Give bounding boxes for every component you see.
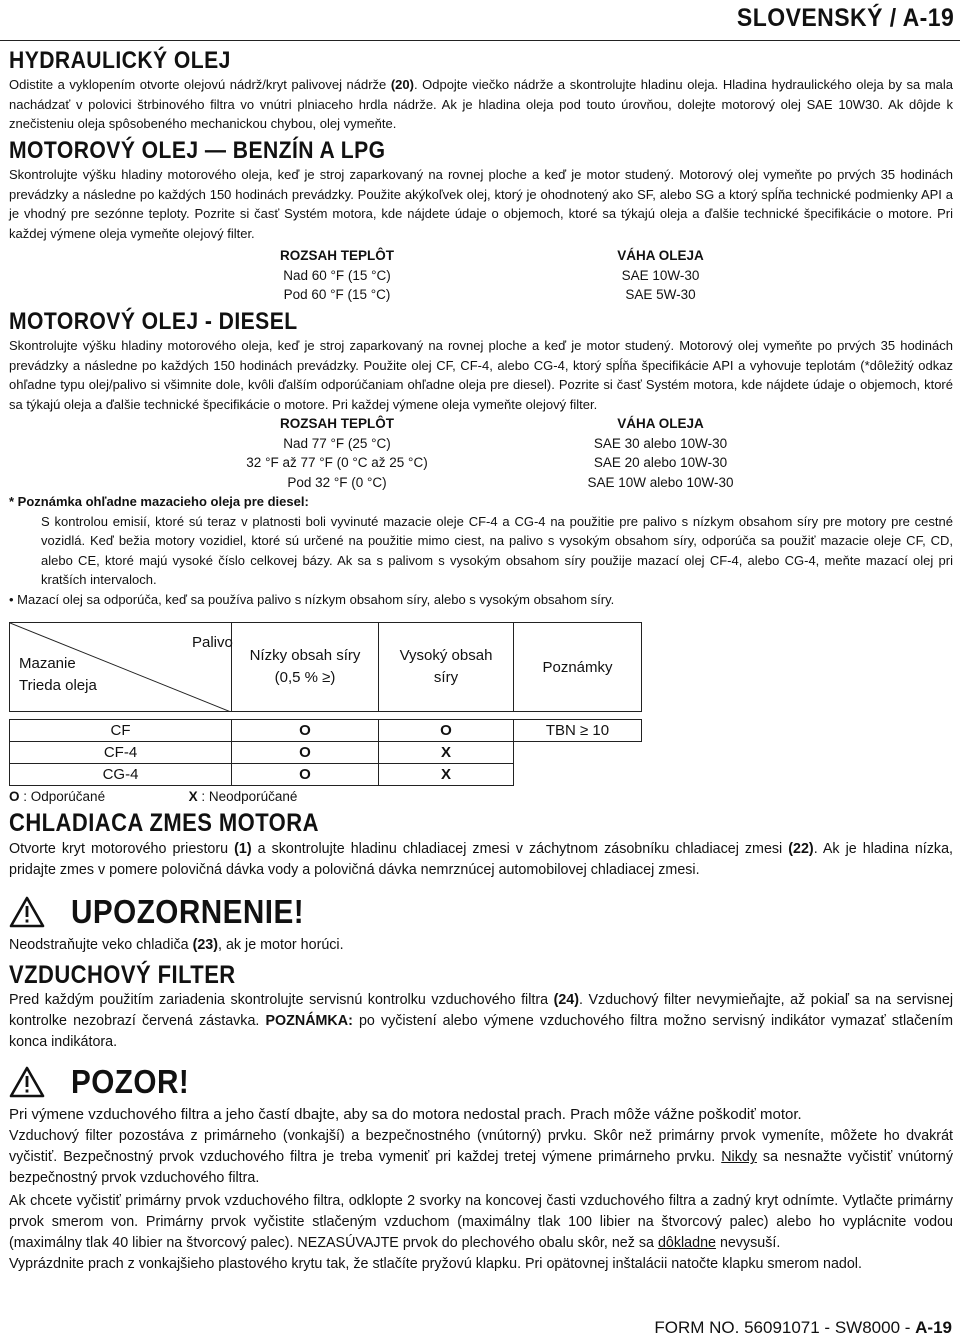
page-header-title: SLOVENSKÝ / A-19 xyxy=(736,4,954,32)
table-row: Pod 60 °F (15 °C) SAE 5W-30 xyxy=(283,287,696,303)
engine-oil-petrol-text: Skontrolujte výšku hladiny motorového oleja, keď je stroj zaparkovaný na rovnej ploche a keď je motor studený. Motorový olej vymeňte po prvých 35 hodinách prevádzky a následne po každých 150 hodinách prevádzky. Použite akýkoľvek olej, ktorý je ohodnotený ako SF, alebo SG a ktorý spĺňa technické podmienky API a je vhodný pre sezónne teploty. Pozrite si časť Systém motora, kde nájdete údaje o objemoch, ktoré sa týkajú oleja a ďalšie technické špecifikácie o motore. Pri každej výmene oleja vymeňte olejový filter. xyxy=(9,167,953,241)
section-warning xyxy=(9,893,953,956)
fuel-lube-diagonal-header xyxy=(10,623,232,712)
warning-triangle-icon xyxy=(9,1066,45,1098)
diesel-note-body: S kontrolou emisií, ktoré sú teraz v platnosti boli vyvinuté mazacie oleje CF-4 a CG-4 na použitie pre palivo s nízkym obsahom síry pre motory pre cestné vozidlá. Keď bežia motory vozidiel, ktoré sú určené na použitie mimo ciest, na palivo s vysokým obsahom síry, odporúča sa použiť mazacie oleje CF, CD, alebo CE, ktoré majú vysoké číslo celkovej bázy. Ak sa s palivom s vysokým obsahom síry použije mazací olej CF-4, alebo CG-4, meňte mazací olej pri kratších intervaloch. xyxy=(41,513,953,588)
head-high-sulfur: Vysoký obsah síry xyxy=(379,623,514,712)
table-row: CF O O TBN ≥ 10 xyxy=(10,720,642,742)
footer-form-number: FORM NO. 56091071 - SW8000 - xyxy=(654,1318,916,1337)
diesel-col-temp-range: ROZSAH TEPLÔT xyxy=(280,416,394,432)
diesel-oil-spec-table xyxy=(237,414,817,492)
diesel-col-oil-weight: VÁHA OLEJA xyxy=(617,416,704,432)
section-title-engine-oil-petrol: MOTOROVÝ OLEJ — BENZÍN A LPG xyxy=(9,136,386,164)
page-content xyxy=(9,46,953,1275)
hydraulic-oil-text: Odistite a vyklopením otvorte olejovú nádrž/kryt palivovej nádrže (20). Odpojte viečko nádrže a skontrolujte hladinu oleja. Hladina hydraulického oleja by sa mala nachádzať v polovici štrbinového filtra vo vnútri plniaceho hrdla nádrže. Ak je hladina oleja pod touto úrovňou, dolejte motorový olej SAE 10W30. Ak dôjde k znečisteniu oleja spôsobeného mechanickou chybou, olej vymeňte. xyxy=(9,77,954,132)
petrol-col-temp-range: ROZSAH TEPLÔT xyxy=(280,248,394,264)
head-notes: Poznámky xyxy=(514,623,642,712)
warning-triangle-icon xyxy=(9,896,45,928)
table-row: CG-4 O X xyxy=(10,764,642,786)
page-footer xyxy=(654,1318,952,1338)
head-fuel: Palivo xyxy=(192,634,233,652)
footer-page-number: A-19 xyxy=(915,1318,952,1337)
caution-text-3: Ak chcete vyčistiť primárny prvok vzduchového filtra, odklopte 2 svorky na koncovej časti vzduchového filtra a zadný kryt odnímte. Vytlačte primárny prvok smerom von. Primárny prvok vyčistite stlačeným vzduchom (maximálny tlak 100 libier na štvorcový palec) alebo ho vyplácnite vodou (maximálny tlak 40 libier na štvorcový palec). NEZASÚVAJTE prvok do plechového obalu skôr, než sa dôkladne nevysuší. xyxy=(9,1193,953,1252)
caution-text-4: Vyprázdnite prach z vonkajšieho plastového krytu tak, že stlačíte pryžovú klapku. Pri opätovnej inštalácii natočte klapku smerom nadol. xyxy=(9,1256,862,1273)
section-title-coolant: CHLADIACA ZMES MOTORA xyxy=(9,809,319,838)
coolant-text: Otvorte kryt motorového priestoru (1) a skontrolujte hladinu chladiacej zmesi v záchytnom zásobníku chladiacej zmesi (22). Ak je hladina nízka, pridajte zmes v pomere polovičná dávka vody a polovičná dávka nemrznúcej automobilovej chladiacej zmesi. xyxy=(9,840,954,878)
caution-title: POZOR! xyxy=(71,1063,190,1101)
table-row: 32 °F až 77 °F (0 °C až 25 °C) SAE 20 alebo 10W-30 xyxy=(246,455,728,471)
head-lube-1: Mazanie xyxy=(19,655,76,673)
section-engine-oil-diesel xyxy=(9,309,953,609)
table-row: Pod 32 °F (0 °C) SAE 10W alebo 10W-30 xyxy=(287,474,734,490)
section-title-engine-oil-diesel: MOTOROVÝ OLEJ - DIESEL xyxy=(9,307,298,335)
warning-text: Neodstraňujte veko chladiča (23), ak je motor horúci. xyxy=(9,936,344,953)
page-header xyxy=(0,4,960,41)
section-coolant xyxy=(9,810,953,881)
table-row: CF-4 O X xyxy=(10,742,642,764)
caution-text-1: Pri výmene vzduchového filtra a jeho častí dbajte, aby sa do motora nedostal prach. Prach môže vážne poškodiť motor. xyxy=(9,1106,802,1124)
fuel-table-legend: O : Odporúčané X : Neodporúčané xyxy=(9,789,298,805)
caution-text-2: Vzduchový filter pozostáva z primárneho (vonkajší) a bezpečnostného (vnútorný) prvku. Skôr než primárny prvok vymeníte, môžete ho dvakrát vyčistiť. Bezpečnostný prvok vzduchového filtra je treba vymeniť pri každej tretej výmene primárneho prvku. Nikdy sa nesnažte vyčistiť vnútorný bezpečnostný prvok vzduchového filtra. xyxy=(9,1128,953,1187)
diesel-note-title: * Poznámka ohľadne mazacieho oleja pre diesel: xyxy=(9,494,309,510)
warning-title: UPOZORNENIE! xyxy=(71,892,305,930)
air-filter-text: Pred každým použitím zariadenia skontrolujte servisnú kontrolku vzduchového filtra (24). Vzduchový filter nevymieňajte, až pokiaľ sa na servisnej kontrolke nezobrazí červená zástavka. POZNÁMKA: po vyčistení alebo výmene vzduchového filtra možno servisný indikátor vymazať stlačením konca indikátora. xyxy=(9,992,954,1051)
table-row: Nad 60 °F (15 °C) SAE 10W-30 xyxy=(283,267,700,283)
section-air-filter xyxy=(9,962,953,1054)
head-lube-2: Trieda oleja xyxy=(19,677,97,695)
section-title-hydraulic-oil: HYDRAULICKÝ OLEJ xyxy=(9,47,231,74)
table-row: Nad 77 °F (25 °C) SAE 30 alebo 10W-30 xyxy=(283,435,728,451)
fuel-lube-table xyxy=(9,622,642,786)
fuel-lube-table-section xyxy=(9,622,953,804)
head-low-sulfur: Nízky obsah síry (0,5 % ≥) xyxy=(232,623,379,712)
section-engine-oil-petrol xyxy=(9,138,953,305)
petrol-oil-spec-table xyxy=(237,246,817,305)
engine-oil-diesel-text: Skontrolujte výšku hladiny motorového oleja, keď je stroj zaparkovaný na rovnej ploche a keď je motor studený. Motorový olej vymeňte po prvých 35 hodinách prevádzky a následne po každých 150 hodinách prevádzky. Použite olej CF, CF-4, alebo CG-4, ktorý spĺňa špecifikácie API a vyhovuje teplotám (*dôležitý odkaz ohľadne typu olej/palivo si všimnite dole, kvôli ďalším odporúčaniam ohľadne oleja pre diesel). Pozrite si časť Systém motora, kde nájdete údaje o objemoch, ktoré sa týkajú oleja a ďalšie technické špecifikácie o motore. Pri každej výmene oleja vymeňte olejový filter. xyxy=(9,338,953,412)
section-caution xyxy=(9,1063,953,1275)
diesel-bullet: • Mazací olej sa odporúča, keď sa používa palivo s nízkym obsahom síry, alebo s vysokým obsahom síry. xyxy=(9,591,615,607)
section-title-air-filter: VZDUCHOVÝ FILTER xyxy=(9,960,236,989)
petrol-col-oil-weight: VÁHA OLEJA xyxy=(617,248,704,264)
section-hydraulic-oil xyxy=(9,48,953,134)
